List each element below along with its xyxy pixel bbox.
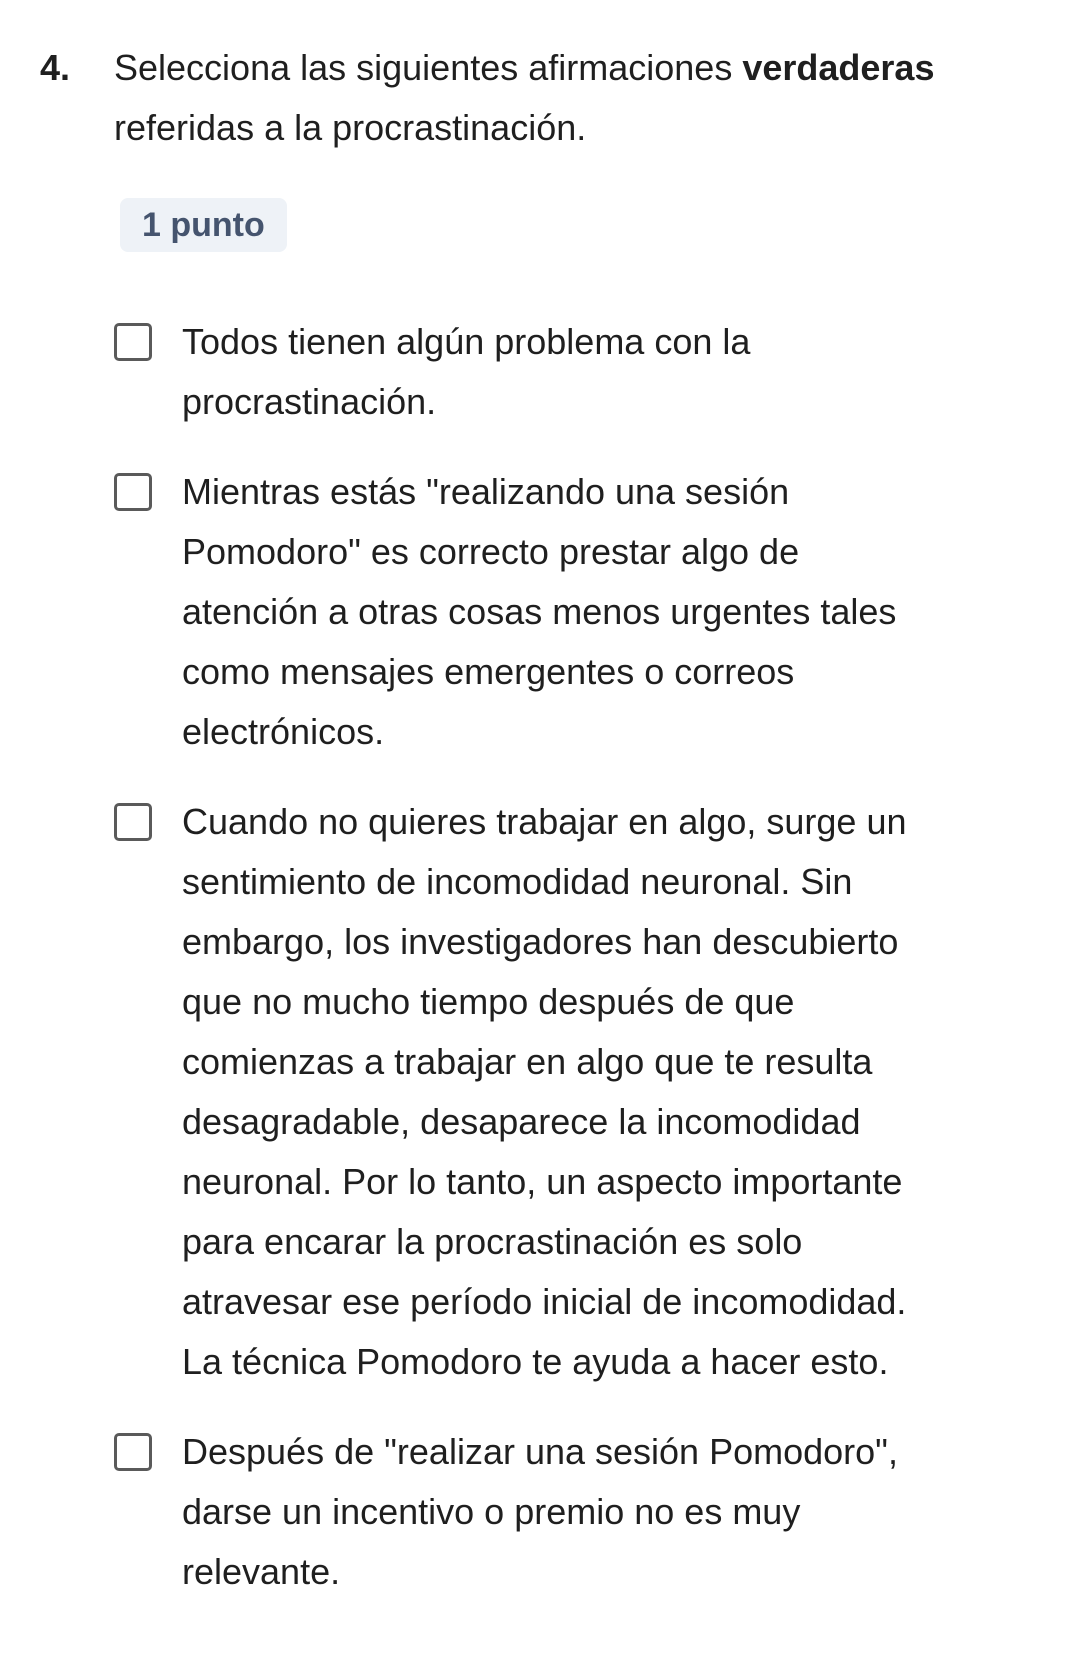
options-list [114, 312, 1040, 1602]
option-3-checkbox[interactable] [114, 803, 152, 841]
points-badge: 1 punto [120, 198, 287, 252]
question-block [40, 38, 1040, 1632]
question-number: 4. [40, 47, 71, 88]
option-3[interactable] [114, 792, 1040, 1392]
option-2[interactable] [114, 462, 1040, 762]
question-text-emphasis: verdaderas [742, 47, 935, 88]
option-4-label[interactable]: Después de "realizar una sesión Pomodoro", darse un incentivo o premio no es muy relevante. [182, 1431, 898, 1592]
question-text-before: Selecciona las siguientes afirmaciones [114, 47, 743, 88]
option-1-label[interactable]: Todos tienen algún problema con la procrastinación. [182, 321, 751, 422]
option-3-label[interactable]: Cuando no quieres trabajar en algo, surge un sentimiento de incomodidad neuronal. Sin embargo, los investigadores han descubierto que no mucho tiempo después de que comienzas a trabajar en algo que te resulta desagradable, desaparece la incomodidad neuronal. Por lo tanto, un aspecto importante para encarar la procrastinación es solo atravesar ese período inicial de incomodidad. La técnica Pomodoro te ayuda a hacer esto. [182, 801, 907, 1382]
option-4[interactable] [114, 1422, 1040, 1602]
question-text-after: referidas a la procrastinación. [114, 107, 587, 148]
question-prompt [114, 38, 994, 158]
question-header [40, 38, 1040, 158]
option-4-checkbox[interactable] [114, 1433, 152, 1471]
option-2-label[interactable]: Mientras estás "realizando una sesión Pomodoro" es correcto prestar algo de atención a otras cosas menos urgentes tales como mensajes emergentes o correos electrónicos. [182, 471, 897, 752]
option-2-checkbox[interactable] [114, 473, 152, 511]
option-1[interactable] [114, 312, 1040, 432]
option-1-checkbox[interactable] [114, 323, 152, 361]
